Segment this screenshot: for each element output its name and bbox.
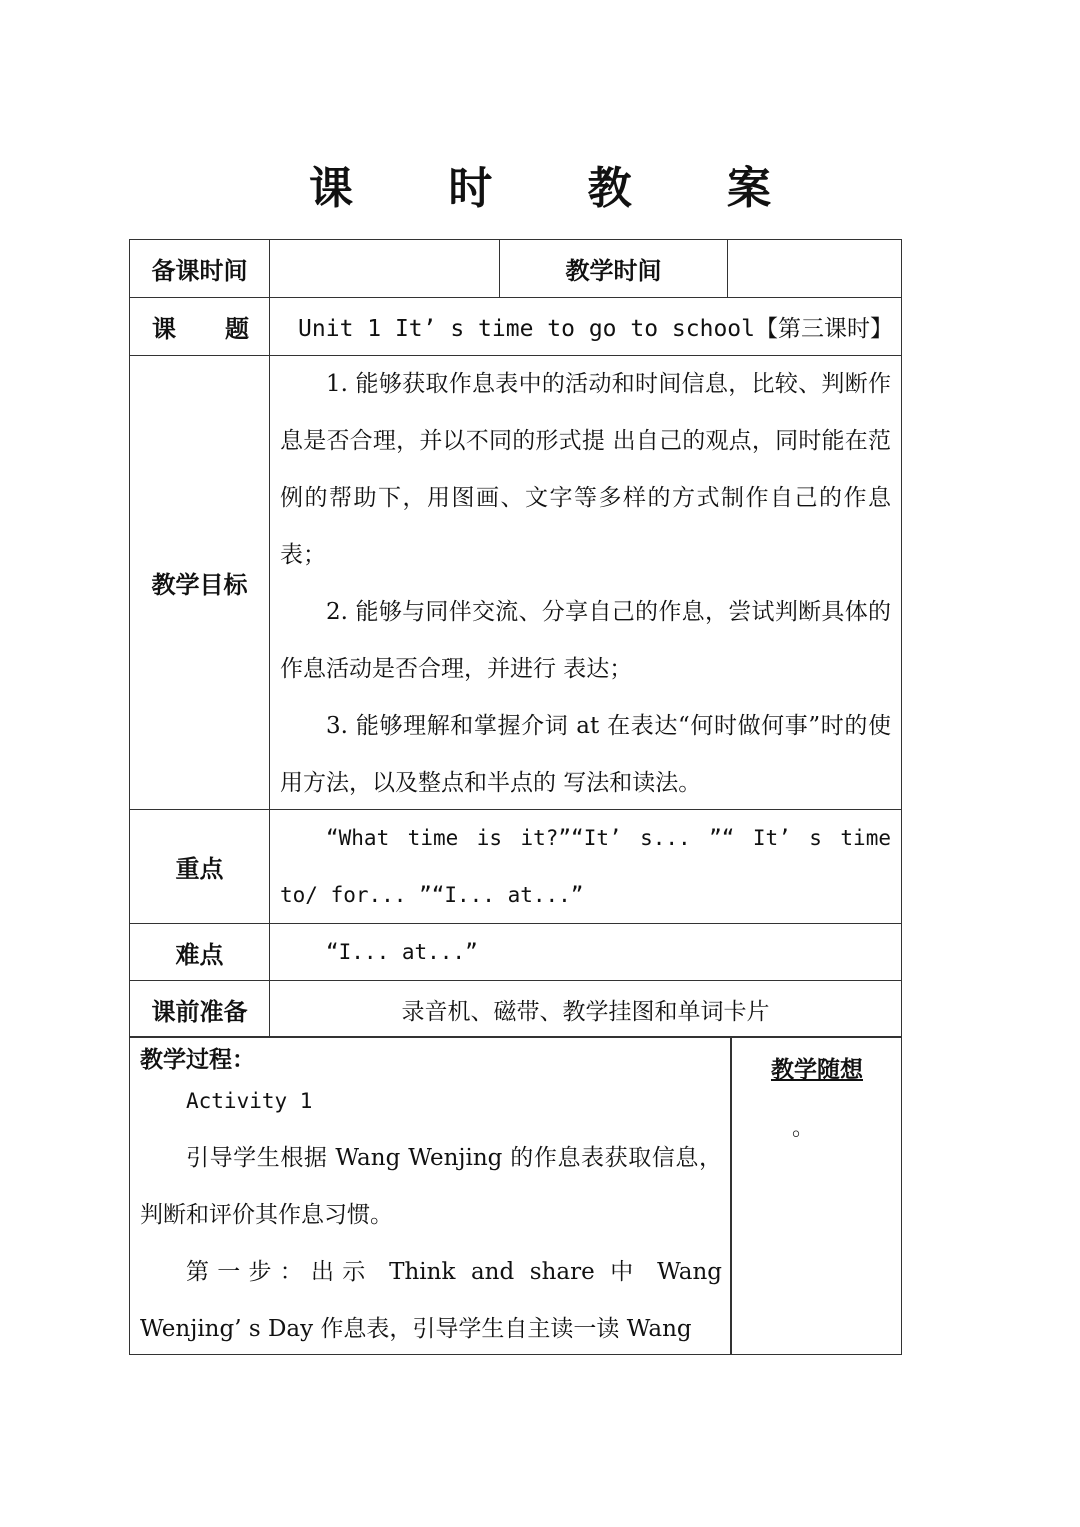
section-divider [730,1037,732,1354]
notes-mark: 。 [792,1116,815,1141]
process-paragraph-2: 第一步：出示 Think and share 中 Wang Wenjing’ s Day 作息表，引导学生自主读一读 Wang [140,1259,722,1342]
process-content [140,1073,722,1358]
preparation-value: 录音机、磁带、教学挂图和单词卡片 [270,981,902,1038]
objective-item-3: 3. 能够理解和掌握介词 at 在表达“何时做何事”时的使用方法，以及整点和半点的 写法和读法。 [280,713,891,796]
teach-time-label: 教学时间 [500,240,728,298]
topic-label-left: 课 [152,315,176,343]
notes-label: 教学随想 [771,1057,863,1083]
objective-item-2: 2. 能够与同伴交流、分享自己的作息，尝试判断具体的作息活动是否合理，并进行 表达； [280,599,891,682]
prep-time-label: 备课时间 [130,240,270,298]
topic-label-right: 题 [225,315,249,343]
topic-value: Unit 1 It’ s time to go to school【第三课时】 [270,298,902,356]
process-paragraph-1: 引导学生根据 Wang Wenjing 的作息表获取信息，判断和评价其作息习惯。 [140,1145,722,1228]
difficulties-value: “I... at...” [270,924,902,981]
objective-item-1: 1. 能够获取作息表中的活动和时间信息，比较、判断作息是否合理，并以不同的形式提 出自己的观点，同时能在范例的帮助下，用图画、文字等多样的方式制作自己的作息表； [280,371,891,568]
lesson-plan-table [129,239,902,1037]
objectives-content [270,356,902,810]
teach-time-value[interactable] [728,240,902,298]
topic-label [130,298,270,356]
activity-heading: Activity 1 [186,1089,313,1113]
preparation-label: 课前准备 [130,981,270,1038]
key-points-value: “What time is it?”“It’ s... ”“ It’ s time to/ for... ”“I... at...” [270,810,902,924]
page-title: 课 时 教 案 [309,163,811,214]
key-points-label: 重点 [130,810,270,924]
process-label: 教学过程： [140,1047,255,1073]
prep-time-value[interactable] [270,240,500,298]
teaching-process-section [129,1036,902,1355]
objectives-label: 教学目标 [130,356,270,810]
difficulties-label: 难点 [130,924,270,981]
